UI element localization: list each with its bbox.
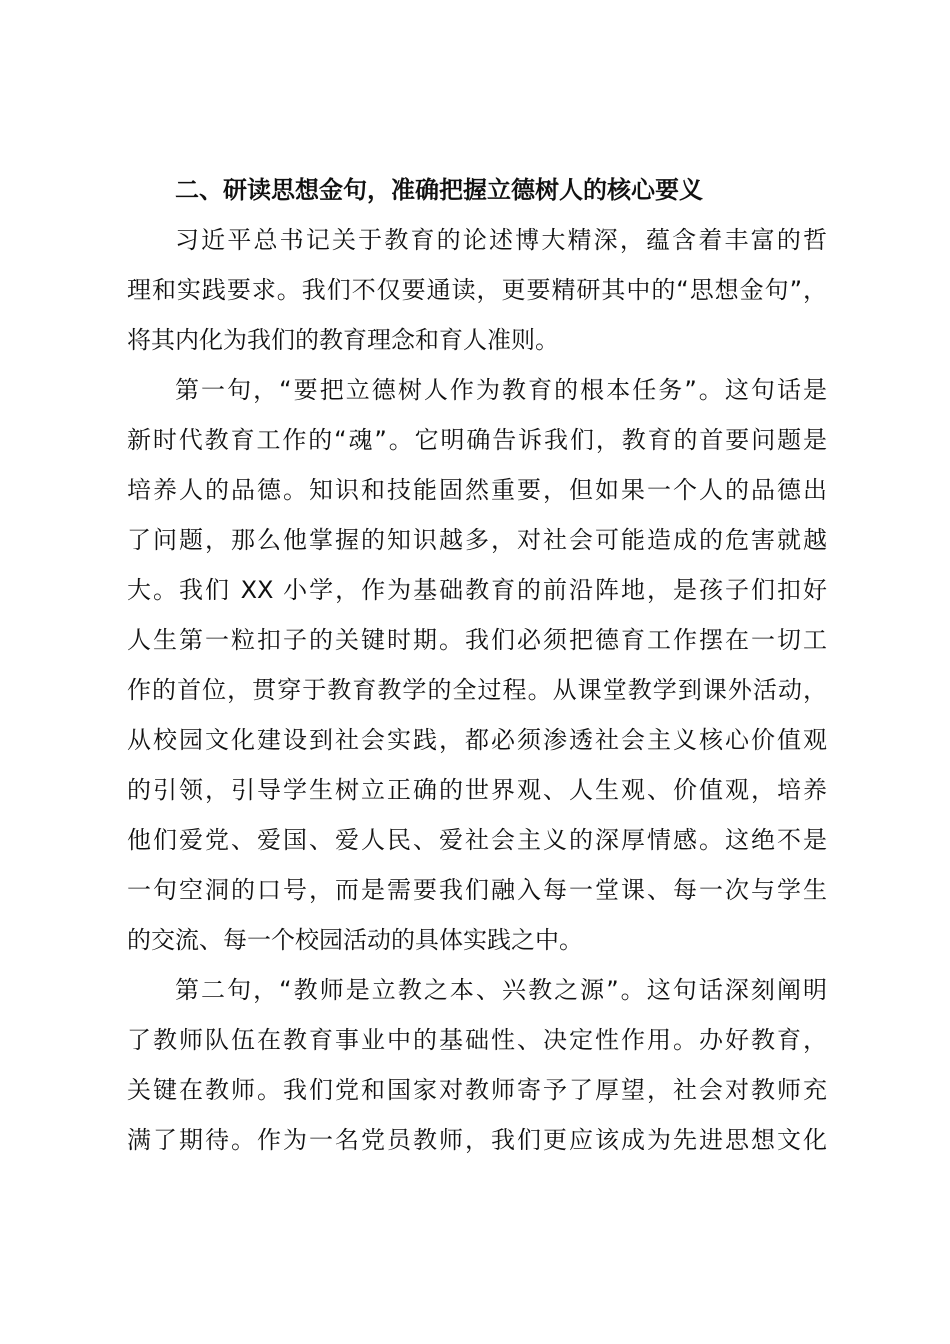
text-line: 新时代教育工作的“魂”。它明确告诉我们，教育的首要问题是: [127, 426, 827, 454]
text-line: 关键在教师。我们党和国家对教师寄予了厚望，社会对教师充: [127, 1076, 827, 1104]
paragraph-first-quote: [127, 365, 827, 965]
text-line: 了问题，那么他掌握的知识越多，对社会可能造成的危害就越: [127, 526, 827, 554]
text-line: 培养人的品德。知识和技能固然重要，但如果一个人的品德出: [127, 476, 827, 504]
text-line: 作的首位，贯穿于教育教学的全过程。从课堂教学到课外活动，: [127, 676, 827, 704]
paragraph-second-quote: [127, 965, 827, 1165]
text-line: 了教师队伍在教育事业中的基础性、决定性作用。办好教育，: [127, 1026, 827, 1054]
text-line: 一句空洞的口号，而是需要我们融入每一堂课、每一次与学生: [127, 876, 827, 904]
paragraph-intro: [127, 215, 827, 365]
text-line: 从校园文化建设到社会实践，都必须渗透社会主义核心价值观: [127, 726, 827, 754]
text-line: 第一句，“要把立德树人作为教育的根本任务”。这句话是: [175, 376, 827, 404]
text-line: 理和实践要求。我们不仅要通读，更要精研其中的“思想金句”，: [127, 276, 827, 304]
text-line: 人生第一粒扣子的关键时期。我们必须把德育工作摆在一切工: [127, 626, 827, 654]
text-line: 满了期待。作为一名党员教师，我们更应该成为先进思想文化: [127, 1126, 827, 1154]
text-line: 的交流、每一个校园活动的具体实践之中。: [127, 926, 583, 954]
text-line: 习近平总书记关于教育的论述博大精深，蕴含着丰富的哲: [175, 226, 827, 254]
section-heading: 二、研读思想金句，准确把握立德树人的核心要义: [175, 176, 703, 204]
text-line: 他们爱党、爱国、爱人民、爱社会主义的深厚情感。这绝不是: [127, 826, 827, 854]
text-line: 将其内化为我们的教育理念和育人准则。: [127, 326, 559, 354]
text-line: 第二句，“教师是立教之本、兴教之源”。这句话深刻阐明: [175, 976, 827, 1004]
text-line: 大。我们 XX 小学，作为基础教育的前沿阵地，是孩子们扣好: [127, 576, 827, 604]
text-line: 的引领，引导学生树立正确的世界观、人生观、价值观，培养: [127, 776, 827, 804]
document-body: [127, 165, 827, 1165]
